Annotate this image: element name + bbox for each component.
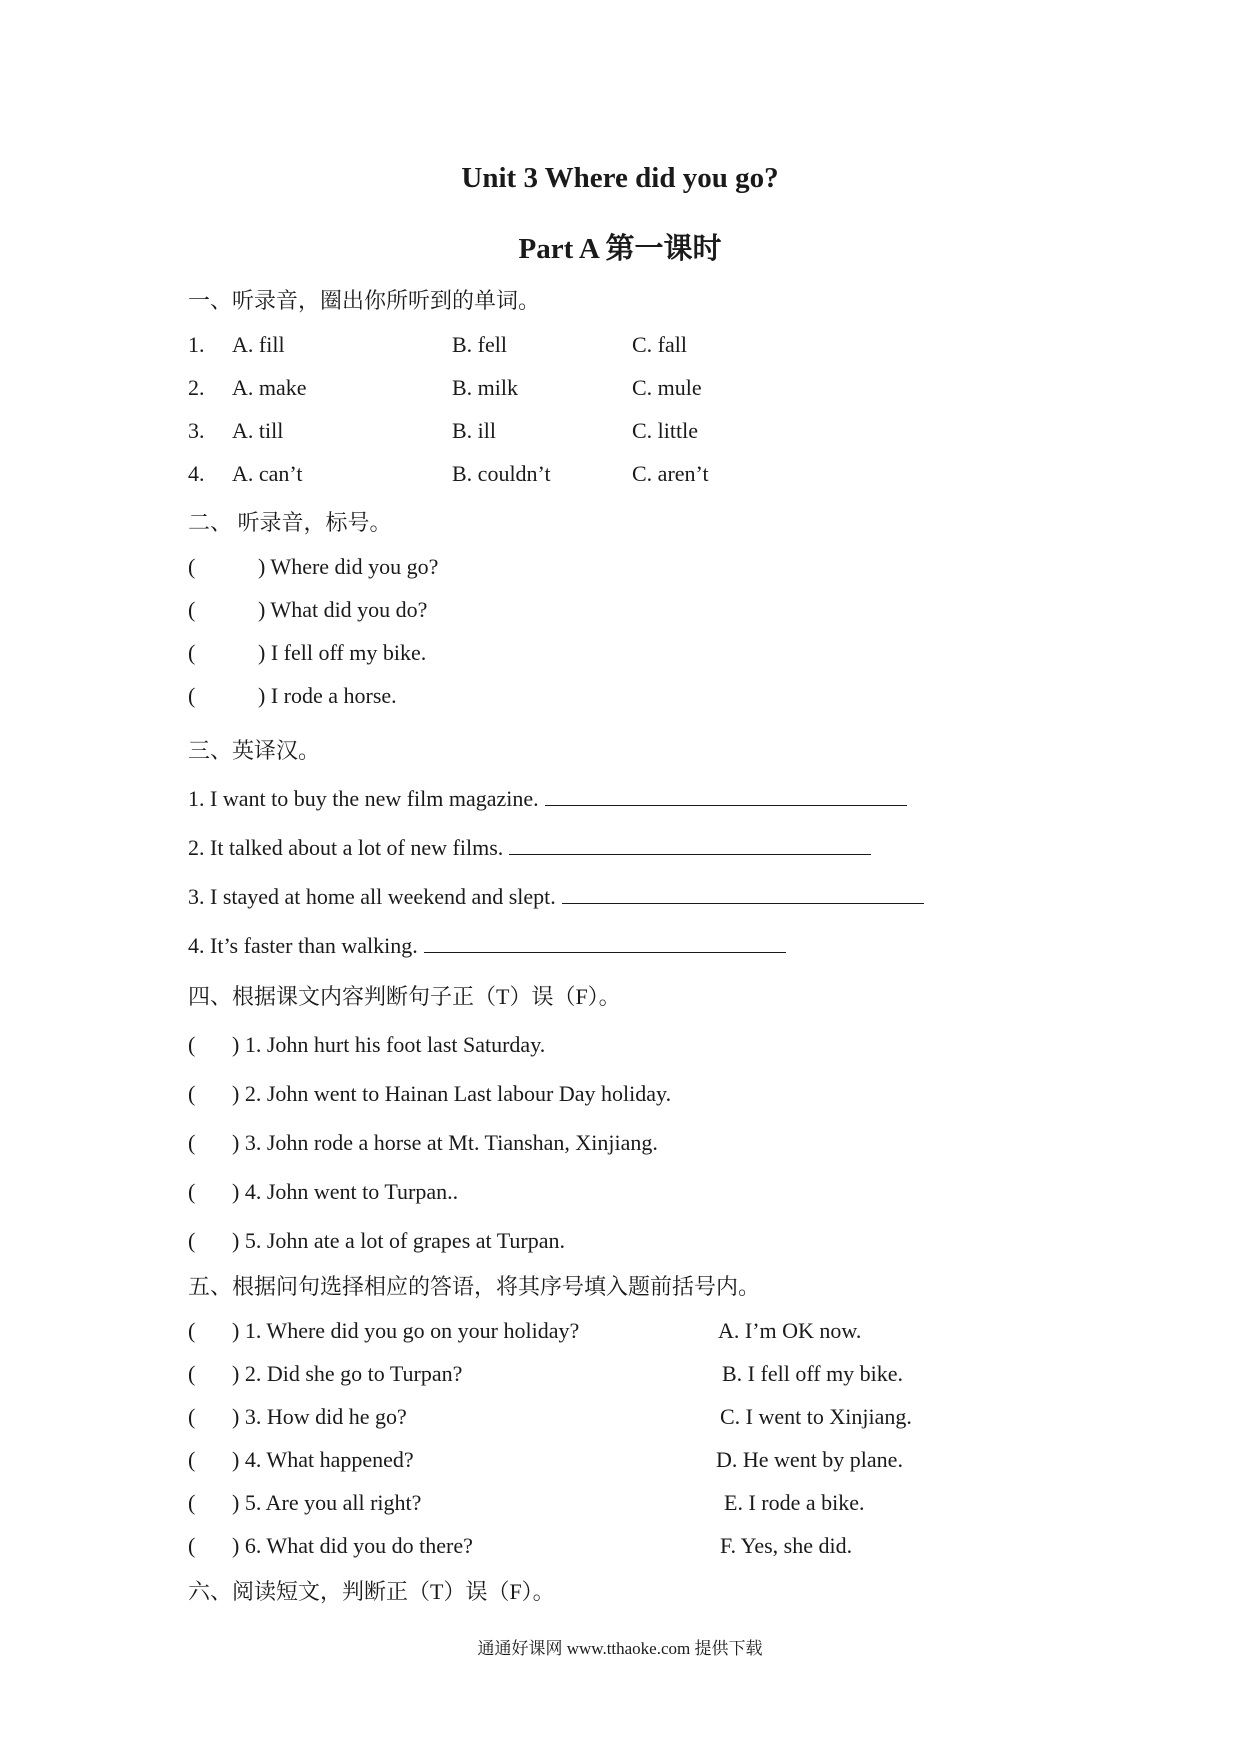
sentence-text: ) Where did you go? (258, 554, 439, 579)
section4-heading: 四、根据课文内容判断句子正（T）误（F）。 (188, 984, 621, 1009)
question-text: ) 5. Are you all right? (232, 1490, 422, 1515)
answer-bracket[interactable]: ( (188, 1130, 196, 1155)
answer-option: C. I went to Xinjiang. (720, 1404, 912, 1429)
translation-item (188, 883, 924, 910)
option-c: C. mule (632, 375, 702, 400)
section5-heading: 五、根据问句选择相应的答语，将其序号填入题前括号内。 (188, 1274, 761, 1299)
question-text: ) 2. Did she go to Turpan? (232, 1361, 463, 1386)
question-text: ) 1. Where did you go on your holiday? (232, 1318, 580, 1343)
section2-heading: 二、 听录音，标号。 (188, 510, 392, 535)
section6-heading: 六、阅读短文，判断正（T）误（F）。 (188, 1579, 555, 1604)
item-number: 3. (188, 418, 205, 443)
answer-option: B. I fell off my bike. (722, 1361, 904, 1386)
section1-heading: 一、听录音，圈出你所听到的单词。 (188, 288, 541, 313)
option-b: B. fell (452, 332, 507, 357)
option-a: A. make (232, 375, 307, 400)
option-a: A. can’t (232, 461, 303, 486)
answer-blank[interactable] (562, 883, 924, 904)
sentence-text: 3. I stayed at home all weekend and slept. (188, 884, 556, 909)
option-b: B. ill (452, 418, 497, 443)
sentence-text: 2. It talked about a lot of new films. (188, 835, 504, 860)
question-text: ) 3. How did he go? (232, 1404, 407, 1429)
sentence-text: 1. I want to buy the new film magazine. (188, 786, 539, 811)
sentence-text: ) I fell off my bike. (258, 640, 427, 665)
answer-bracket[interactable]: ( (188, 1533, 196, 1558)
answer-bracket[interactable]: ( (188, 1447, 196, 1472)
answer-option: E. I rode a bike. (724, 1490, 865, 1515)
sentence-text: 4. It’s faster than walking. (188, 933, 418, 958)
answer-bracket[interactable]: ( (188, 1490, 196, 1515)
answer-blank[interactable] (545, 785, 907, 806)
answer-bracket[interactable]: ( (188, 1318, 196, 1343)
answer-bracket[interactable]: ( (188, 597, 196, 622)
option-a: A. fill (232, 332, 285, 357)
answer-bracket[interactable]: ( (188, 1081, 196, 1106)
item-number: 4. (188, 461, 205, 486)
translation-item (188, 932, 786, 959)
option-b: B. milk (452, 375, 519, 400)
option-a: A. till (232, 418, 284, 443)
option-c: C. fall (632, 332, 687, 357)
sentence-text: ) What did you do? (258, 597, 428, 622)
statement-text: ) 4. John went to Turpan.. (232, 1179, 459, 1204)
translation-item (188, 785, 907, 812)
statement-text: ) 3. John rode a horse at Mt. Tianshan, Xinjiang. (232, 1130, 658, 1155)
statement-text: ) 2. John went to Hainan Last labour Day holiday. (232, 1081, 672, 1106)
answer-bracket[interactable]: ( (188, 554, 196, 579)
option-b: B. couldn’t (452, 461, 551, 486)
question-text: ) 4. What happened? (232, 1447, 414, 1472)
question-text: ) 6. What did you do there? (232, 1533, 473, 1558)
option-c: C. little (632, 418, 698, 443)
page-footer: 通通好课网 www.tthaoke.com 提供下载 (477, 1639, 763, 1658)
statement-text: ) 1. John hurt his foot last Saturday. (232, 1032, 546, 1057)
item-number: 2. (188, 375, 205, 400)
option-c: C. aren’t (632, 461, 709, 486)
answer-bracket[interactable]: ( (188, 1404, 196, 1429)
page-title: Unit 3 Where did you go? (461, 162, 779, 194)
translation-item (188, 834, 871, 861)
answer-option: A. I’m OK now. (718, 1318, 862, 1343)
answer-bracket[interactable]: ( (188, 1179, 196, 1204)
answer-bracket[interactable]: ( (188, 640, 196, 665)
answer-blank[interactable] (424, 932, 786, 953)
answer-option: D. He went by plane. (716, 1447, 903, 1472)
answer-bracket[interactable]: ( (188, 1228, 196, 1253)
sentence-text: ) I rode a horse. (258, 683, 397, 708)
answer-bracket[interactable]: ( (188, 1032, 196, 1057)
section3-heading: 三、英译汉。 (188, 738, 321, 763)
page-subtitle: Part A 第一课时 (518, 233, 722, 265)
statement-text: ) 5. John ate a lot of grapes at Turpan. (232, 1228, 565, 1253)
answer-blank[interactable] (509, 834, 871, 855)
answer-option: F. Yes, she did. (720, 1533, 853, 1558)
answer-bracket[interactable]: ( (188, 1361, 196, 1386)
item-number: 1. (188, 332, 205, 357)
answer-bracket[interactable]: ( (188, 683, 196, 708)
